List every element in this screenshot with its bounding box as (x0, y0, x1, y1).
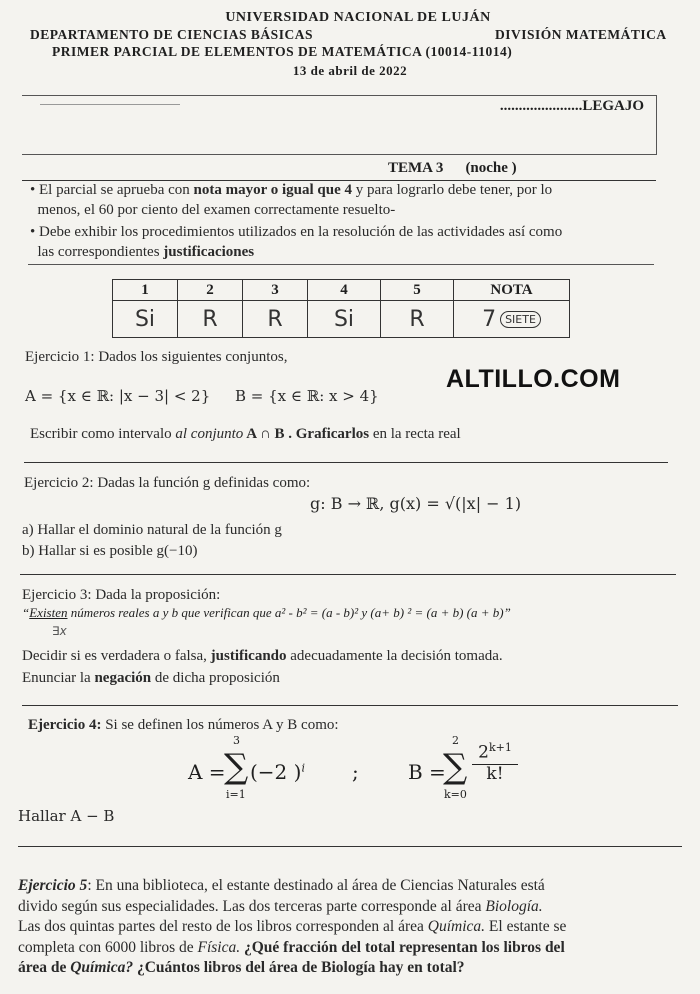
ej2-part-b: b) Hallar si es posible g(−10) (22, 543, 198, 559)
ej4-a-lower: i=1 (226, 788, 246, 801)
legajo-label: ......................LEGAJO (499, 98, 644, 114)
ej3-heading: Ejercicio 3: Dada la proposición: (22, 587, 221, 603)
ej2-function: g: B → ℝ, g(x) = √(|x| − 1) (310, 494, 522, 513)
grade-header-nota: NOTA (454, 280, 570, 301)
grade-header-4: 4 (308, 280, 381, 301)
grade-value-nota (454, 301, 570, 338)
grade-value-1: Si (113, 301, 178, 338)
tema-heading (388, 160, 517, 177)
ej4-b-upper: 2 (452, 734, 459, 747)
grade-value-4: Si (308, 301, 381, 338)
ej4-separator: ; (352, 760, 359, 784)
ej3-decide: Decidir si es verdadera o falsa, justificando adecuadamente la decisión tomada. (22, 648, 503, 664)
grade-header-1: 1 (113, 280, 178, 301)
ej4-b-numerator: $2^{k+1}$ (472, 737, 518, 765)
tema-turn: (noche ) (465, 160, 517, 176)
ej1-set-b: B = {x ∈ ℝ: x > 4} (235, 387, 379, 405)
ej3-handwritten-note: ∃x (52, 624, 67, 638)
ej4-b-lower: k=0 (444, 788, 467, 801)
ej4-a-sum-icon: ∑ (224, 747, 249, 787)
ej4-task: Hallar A − B (18, 807, 115, 825)
ej1-heading: Ejercicio 1: Dados los siguientes conjuntos, (25, 349, 288, 365)
ej2-title: Ejercicio 2: (24, 475, 94, 491)
ej5-title: Ejercicio 5 (18, 877, 88, 894)
grades-header-row (113, 280, 570, 301)
grades-table (112, 279, 570, 338)
ej3-existen: Existen (29, 605, 68, 620)
watermark: ALTILLO.COM (446, 365, 621, 393)
ej3-negation: Enunciar la negación de dicha proposición (22, 670, 280, 686)
divider-ej4 (18, 846, 682, 847)
ej2-part-a: a) Hallar el dominio natural de la función g (22, 522, 282, 538)
divider-ej3 (22, 705, 678, 706)
divider-ej1 (24, 462, 668, 463)
instruction-2: • Debe exhibir los procedimientos utilizados en la resolución de las actividades así como las correspondientes justificaciones (30, 224, 563, 260)
ej4-title: Ejercicio 4: (28, 717, 102, 733)
divider-ej2 (20, 574, 676, 575)
grade-value-5: R (381, 301, 454, 338)
ej4-heading: Ejercicio 4: Si se definen los números A y B como: (28, 717, 339, 733)
department-name: DEPARTAMENTO DE CIENCIAS BÁSICAS (30, 27, 313, 42)
division-name: DIVISIÓN MATEMÁTICA (495, 27, 667, 42)
grade-header-2: 2 (178, 280, 243, 301)
grade-header-5: 5 (381, 280, 454, 301)
ej1-task: Escribir como intervalo al conjunto A ∩ B . Graficarlos en la recta real (30, 426, 461, 442)
department-line (30, 27, 670, 43)
ej2-heading: Ejercicio 2: Dadas la función g definidas como: (24, 475, 311, 491)
grades-value-row (113, 301, 570, 338)
ej4-b-sum-icon: ∑ (443, 747, 468, 787)
divider-instructions (28, 264, 654, 265)
name-line (40, 104, 180, 105)
ej4-a-lhs: A = (188, 760, 226, 784)
ej3-proposition: “Existen números reales a y b que verifican que a² - b² = (a - b)² y (a+ b) ² = (a + b) (a + b)” (22, 605, 511, 620)
grade-value-2: R (178, 301, 243, 338)
ej4-a-term: (−2 )$^i$ (250, 760, 305, 784)
ej3-title: Ejercicio 3: (22, 587, 92, 603)
grade-header-3: 3 (243, 280, 308, 301)
ej4-b-lhs: B = (408, 760, 446, 784)
nota-number: 7 (482, 306, 497, 332)
grade-value-3: R (243, 301, 308, 338)
university-name: UNIVERSIDAD NACIONAL DE LUJÁN (225, 10, 491, 25)
exam-date: 13 de abril de 2022 (292, 63, 408, 78)
ej1-title: Ejercicio 1: (25, 349, 95, 365)
exam-title: PRIMER PARCIAL DE ELEMENTOS DE MATEMÁTICA (10014-11014) (52, 44, 513, 59)
ej4-a-upper: 3 (233, 734, 240, 747)
instruction-1: • El parcial se aprueba con nota mayor o igual que 4 y para lograrlo debe tener, por lo menos, el 60 por ciento del examen correctamente resuelto- (30, 182, 553, 218)
ej1-set-a: A = {x ∈ ℝ: |x − 3| < 2} (25, 387, 211, 405)
ej5-body: Ejercicio 5: En una biblioteca, el estante destinado al área de Ciencias Naturales está divido según sus especialidades. Las dos terceras parte corresponde al área Biología. Las dos quintas partes del resto de los libros corresponden al área Química. El estante se completa con 6000 libros de Física. ¿Qué fracción del total representan los libros del área de Química? ¿Cuántos libros del área de Biología hay en total? (18, 877, 567, 976)
tema-label: TEMA 3 (388, 160, 444, 176)
ej4-b-denominator: k! (486, 764, 504, 784)
nota-words: SIETE (500, 311, 541, 328)
